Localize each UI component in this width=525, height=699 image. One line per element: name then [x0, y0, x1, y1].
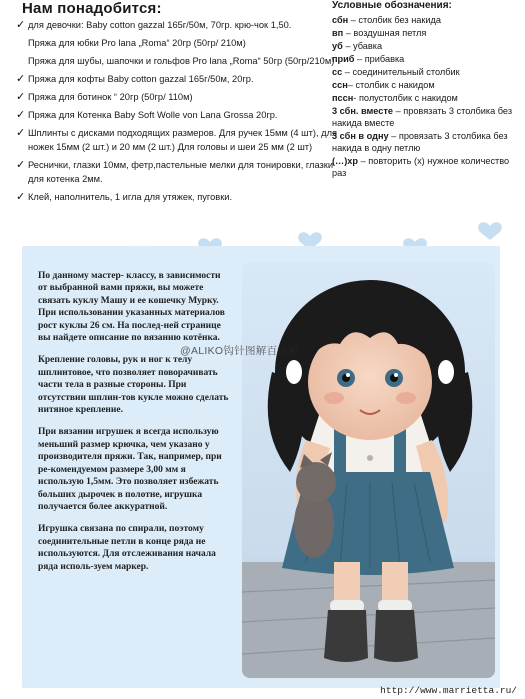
legend-definition: - полустолбик с накидом	[353, 93, 458, 103]
checkmark-icon: ✓	[16, 159, 26, 171]
legend-term: вп	[332, 28, 344, 38]
legend-item	[332, 155, 522, 179]
material-text: Клей, наполнитель, 1 игла для утяжек, пуговки.	[28, 192, 233, 202]
list-item	[16, 90, 338, 104]
legend-term: (…)хр	[332, 156, 359, 166]
legend-definition: – столбик без накида	[348, 15, 442, 25]
checkmark-icon: ✓	[16, 127, 26, 139]
doll-photo	[242, 262, 495, 678]
legend-term: ссн	[332, 80, 348, 90]
legend-term: 3 сбн в одну	[332, 131, 389, 141]
paragraph: Игрушка связана по спирали, поэтому соединительные петли в конце ряда не используются. Для отслеживания начала ряда исполь-зуем маркер.	[38, 524, 216, 572]
checkmark-icon: ✓	[16, 73, 26, 85]
material-text: Пряжа для Котенка Baby Soft Wolle von Lana Grossa 20гр.	[28, 110, 278, 120]
legend-item	[332, 53, 522, 65]
watermark: @ALIKO钩针图解百宝箱	[180, 345, 299, 357]
checkmark-icon: ✓	[16, 109, 26, 121]
legend-definition: – прибавка	[354, 54, 405, 64]
legend-item	[332, 27, 522, 39]
legend-term: сбн	[332, 15, 349, 25]
legend-definition: – повторить (х) нужное количество раз	[332, 156, 510, 178]
page-title: Нам понадобится:	[22, 0, 162, 17]
legend-item	[332, 66, 522, 78]
legend-item	[332, 130, 522, 154]
legend-item	[332, 79, 522, 91]
legend-term: приб	[332, 54, 355, 64]
paragraph: По данному мастер- классу, в зависимости от выбранной вами пряжи, вы можете связать куклу Машу и ее кошечку Мурку. При использовании указанных материалов рост куклы 26 см. На послед-ней странице вы найдете описание по вязанию котёнка.	[38, 271, 225, 344]
list-item	[16, 190, 338, 204]
legend-definition: – провязать 3 столбика без накида вместе	[332, 106, 513, 128]
checkmark-icon: ✓	[16, 19, 26, 31]
material-text: Пряжа для ботинок “ 20гр (50гр/ 110м)	[28, 92, 193, 102]
abbreviation-legend	[332, 0, 522, 180]
list-item	[16, 126, 338, 154]
legend-item	[332, 92, 522, 104]
legend-term: пссн	[332, 93, 354, 103]
material-text: Реснички, глазки 10мм, фетр,пастельные мелки для тонировки, глазки для котенка 2мм.	[28, 160, 334, 184]
site-url: http://www.marrietta.ru/	[380, 685, 517, 696]
checkmark-icon: ✓	[16, 91, 26, 103]
material-text: Пряжа для шубы, шапочки и гольфов Pro lana „Roma“ 50гр (50гр/210м)	[28, 56, 335, 66]
legend-item	[332, 105, 522, 129]
legend-definition: – убавка	[342, 41, 383, 51]
description-text	[38, 270, 232, 583]
legend-definition: – соединительный столбик	[342, 67, 460, 77]
list-item	[16, 158, 338, 186]
material-text: для девочки: Baby cotton gazzal 165г/50м, 70гр. крю-чок 1,50.	[28, 20, 292, 30]
list-item	[16, 18, 338, 32]
legend-term: сс	[332, 67, 343, 77]
legend-item	[332, 14, 522, 26]
legend-term: 3 сбн. вместе	[332, 106, 394, 116]
list-item	[16, 54, 338, 68]
list-item	[16, 108, 338, 122]
paragraph: При вязании игрушек я всегда использую меньший размер крючка, чем указано у производителя пряжи. Так, например, при ре-комендуемом размере 3,00 мм я использую 1,5мм. Это позволяет избежать больших дырочек в полотне, игрушка получается более аккуратной.	[38, 427, 222, 512]
checkmark-icon: ✓	[16, 191, 26, 203]
legend-title: Условные обозначения:	[332, 0, 452, 11]
list-item	[16, 72, 338, 86]
material-text: Пряжа для кофты Baby cotton gazzal 165г/50м, 20гр.	[28, 74, 254, 84]
paragraph: Крепление головы, рук и ног к телу шплинтовое, что позволяет поворачивать части тела в разные стороны. При отсутствии шплин-тов кукле можно сделать нитяное крепление.	[38, 355, 229, 416]
legend-term: уб	[332, 41, 343, 51]
material-text: Пряжа для юбки Pro lana „Roma“ 20гр (50гр/ 210м)	[28, 38, 246, 48]
legend-definition: – воздушная петля	[343, 28, 427, 38]
legend-definition: – провязать 3 столбика без накида в одну петлю	[332, 131, 508, 153]
materials-list	[16, 18, 338, 204]
list-item	[16, 36, 338, 50]
legend-item	[332, 40, 522, 52]
material-text: Шплинты с дисками подходящих размеров. Для ручек 15мм (4 шт), для ножек 15мм (2 шт.) и 20 мм (2 шт.) Для головы и шеи 25 мм (2 шт)	[28, 128, 338, 152]
legend-definition: – столбик с накидом	[347, 80, 435, 90]
